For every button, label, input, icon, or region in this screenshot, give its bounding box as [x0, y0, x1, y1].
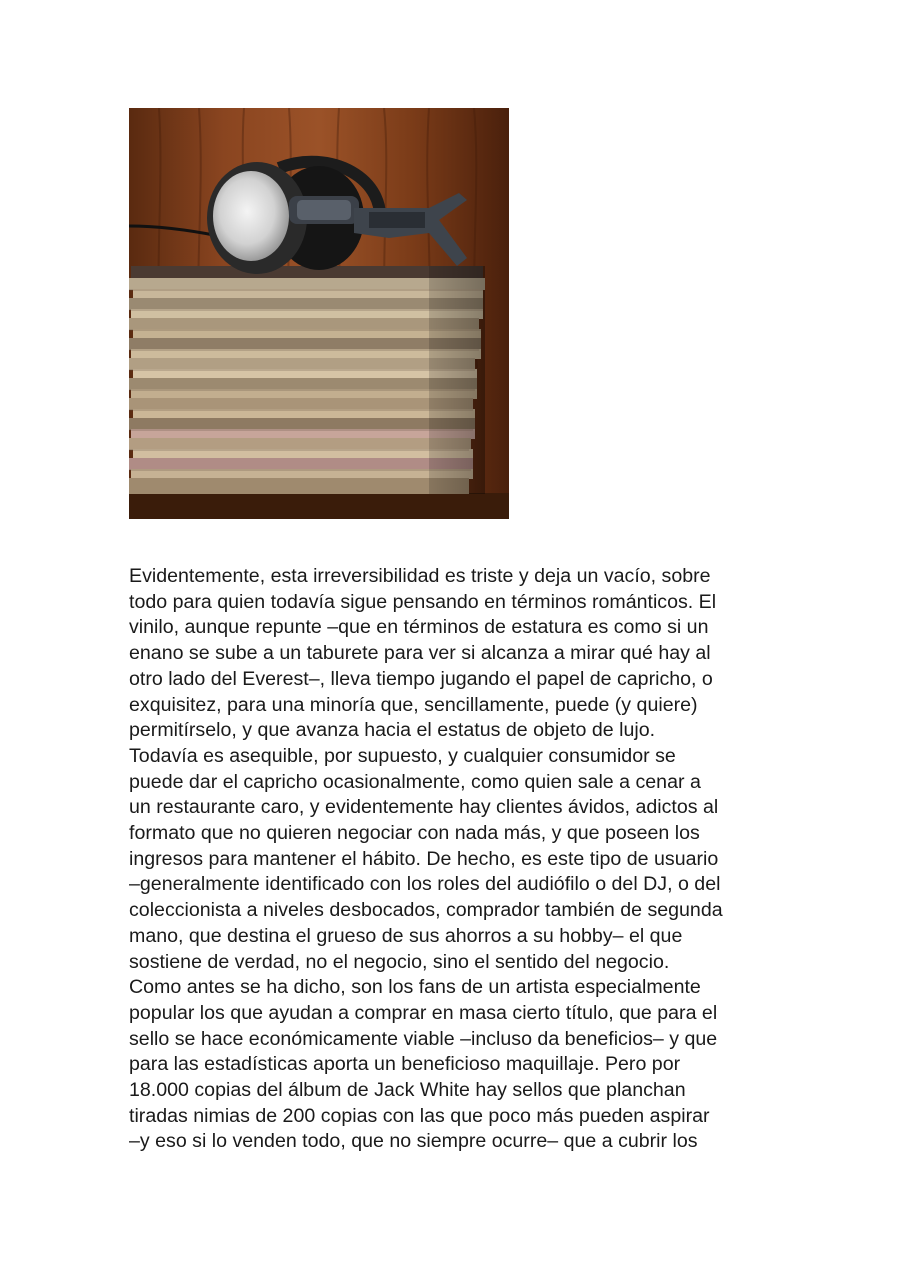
- text-line: Como antes se ha dicho, son los fans de un artista especialmente: [129, 976, 701, 999]
- text-line: exquisitez, para una minoría que, sencillamente, puede (y quiere): [129, 693, 698, 716]
- text-line: enano se sube a un taburete para ver si alcanza a mirar qué hay al: [129, 642, 711, 665]
- text-line: un restaurante caro, y evidentemente hay clientes ávidos, adictos al: [129, 796, 719, 819]
- text-line: vinilo, aunque repunte –que en términos de estatura es como si un: [129, 616, 709, 639]
- text-line: otro lado del Everest–, lleva tiempo jugando el papel de capricho, o: [129, 667, 713, 690]
- text-line: ingresos para mantener el hábito. De hecho, es este tipo de usuario: [129, 847, 719, 870]
- text-line: popular los que ayudan a comprar en masa cierto título, que para el: [129, 1001, 718, 1024]
- text-line: formato que no quieren negociar con nada más, y que poseen los: [129, 822, 700, 845]
- text-line: mano, que destina el grueso de sus ahorros a su hobby– el que: [129, 924, 683, 947]
- text-line: 18.000 copias del álbum de Jack White hay sellos que planchan: [129, 1079, 686, 1102]
- text-line: todo para quien todavía sigue pensando en términos románticos. El: [129, 590, 717, 613]
- text-line: Todavía es asequible, por supuesto, y cualquier consumidor se: [129, 744, 676, 767]
- text-line: para las estadísticas aporta un beneficioso maquillaje. Pero por: [129, 1053, 681, 1076]
- text-line: –generalmente identificado con los roles del audiófilo o del DJ, o del: [129, 873, 721, 896]
- text-line: permitírselo, y que avanza hacia el estatus de objeto de lujo.: [129, 719, 656, 742]
- text-line: sostiene de verdad, no el negocio, sino el sentido del negocio.: [129, 950, 670, 973]
- text-line: puede dar el capricho ocasionalmente, como quien sale a cenar a: [129, 770, 701, 793]
- text-line: –y eso si lo venden todo, que no siempre ocurre– que a cubrir los: [129, 1130, 698, 1153]
- text-line: sello se hace económicamente viable –incluso da beneficios– y que: [129, 1027, 718, 1050]
- headphones-on-vinyl-records-photo: [129, 108, 509, 519]
- article-body: [129, 564, 789, 1155]
- text-line: coleccionista a niveles desbocados, comprador también de segunda: [129, 899, 723, 922]
- text-line: tiradas nimias de 200 copias con las que poco más pueden aspirar: [129, 1104, 710, 1127]
- text-line: Evidentemente, esta irreversibilidad es triste y deja un vacío, sobre: [129, 565, 711, 587]
